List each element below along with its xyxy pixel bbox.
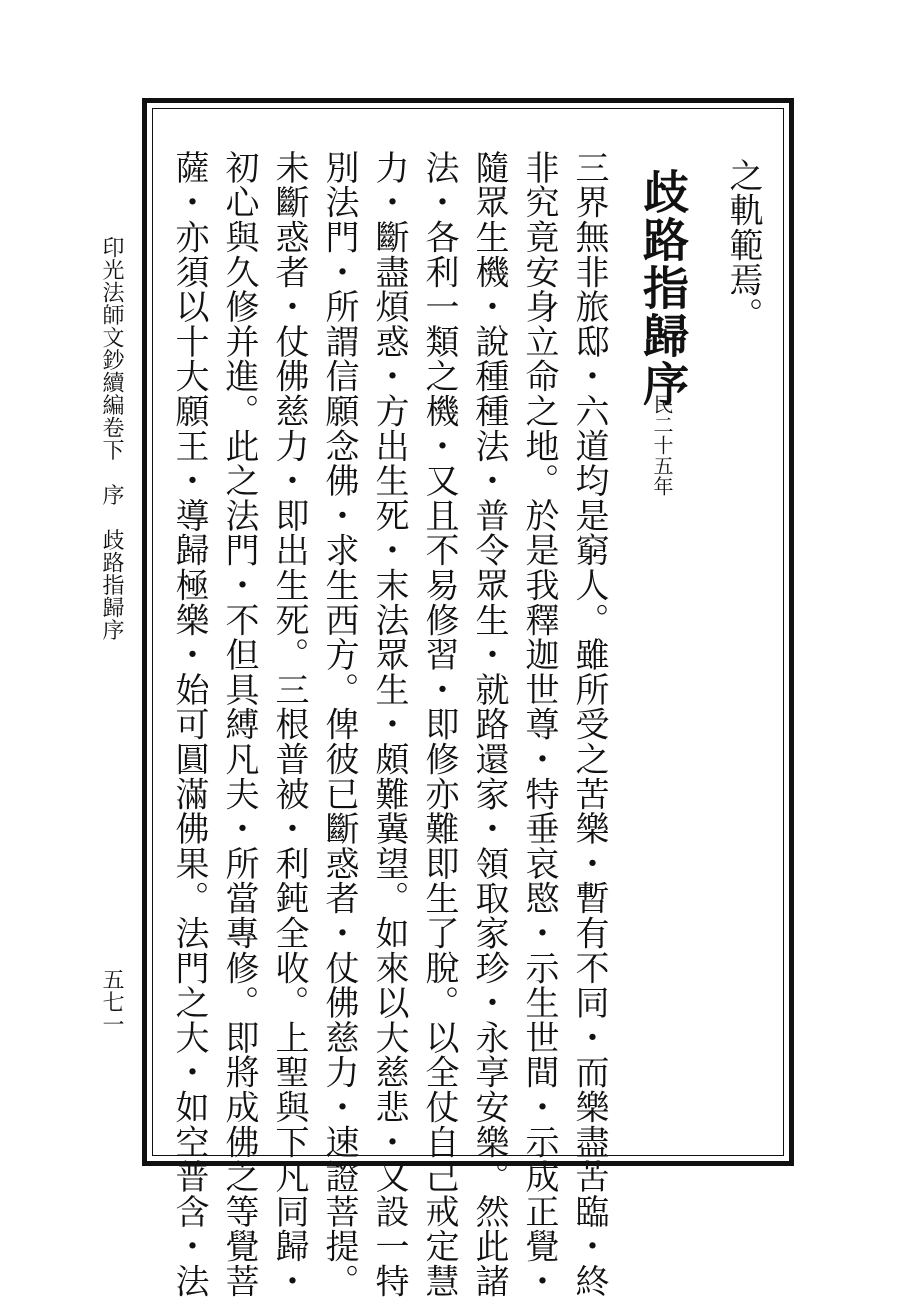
body-column-2: 非究竟安身立命之地。於是我釋迦世尊・特垂哀愍・示生世間・示成正覺・ xyxy=(519,150,559,1298)
body-column-3: 隨眾生機・說種種法・普令眾生・就路還家・領取家珍・永享安樂。然此諸 xyxy=(469,150,509,1298)
body-column-7: 未斷惑者・仗佛慈力・即出生死。三根普被・利鈍全收。上聖與下凡同歸・ xyxy=(269,150,309,1298)
closing-line: 之軌範焉。 xyxy=(723,158,763,332)
page-number: 五七一 xyxy=(99,968,124,1036)
running-head: 印光法師文鈔續編卷下 序 歧路指歸序 xyxy=(99,236,124,641)
body-column-4: 法・各利一類之機・又且不易修習・即修亦難即生了脫。以全仗自己戒定慧 xyxy=(419,150,459,1298)
body-column-6: 別法門・所謂信願念佛・求生西方。俾彼已斷惑者・仗佛慈力・速證菩提。 xyxy=(319,150,359,1298)
body-column-8: 初心與久修并進。此之法門・不但具縛凡夫・所當專修。即將成佛之等覺菩 xyxy=(219,150,259,1298)
body-column-1: 三界無非旅邸・六道均是窮人。雖所受之苦樂・暫有不同・而樂盡苦臨・終 xyxy=(569,150,609,1298)
date-note: 民二十五年 xyxy=(650,394,674,497)
section-title: 歧路指歸序 xyxy=(636,168,690,408)
body-column-9: 薩・亦須以十大願王・導歸極樂・始可圓滿佛果。法門之大・如空普含・法 xyxy=(169,150,209,1298)
body-column-5: 力・斷盡煩惑・方出生死・末法眾生・頗難冀望。如來以大慈悲・又設一特 xyxy=(369,150,409,1298)
